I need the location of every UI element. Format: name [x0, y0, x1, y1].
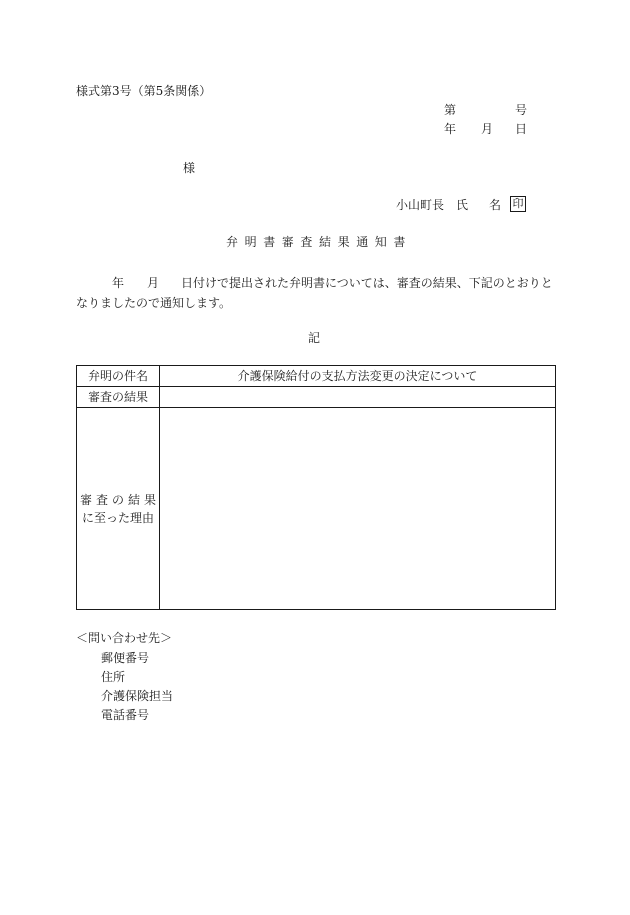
reason-label-line1: 審査の結果: [79, 492, 160, 507]
sender-name-label-2: 名: [489, 198, 502, 212]
body-year: 年: [112, 276, 125, 290]
table-row: [77, 408, 556, 610]
date-year-label: 年: [444, 122, 457, 136]
body-month: 月: [147, 276, 160, 290]
sender-title: 小山町長: [396, 198, 445, 212]
inquiry-phone: 電話番号: [101, 708, 150, 722]
body-text: 日付けで提出された弁明書については、審査の結果、下記のとおりとなりましたので通知します。: [76, 276, 553, 310]
date-day-label: 日: [515, 122, 528, 136]
seal-stamp: 印: [510, 196, 526, 212]
subject-value: 介護保険給付の支払方法変更の決定について: [160, 366, 556, 387]
reason-value: [160, 408, 556, 610]
date-month-label: 月: [481, 122, 494, 136]
inquiry-address: 住所: [101, 670, 126, 684]
document-title: 弁明書審査結果通知書: [226, 235, 413, 249]
result-table: [76, 365, 556, 610]
document-number-prefix: 第: [444, 103, 457, 117]
form-number: 様式第3号（第5条関係）: [76, 84, 212, 98]
review-result-label: 審査の結果: [77, 387, 160, 408]
inquiry-postal-code: 郵便番号: [101, 651, 150, 665]
subject-label: 弁明の件名: [77, 366, 160, 387]
table-row: [77, 366, 556, 387]
inquiry-department: 介護保険担当: [101, 689, 174, 703]
addressee-honorific: 様: [183, 161, 196, 175]
table-row: [77, 387, 556, 408]
review-result-value: [160, 387, 556, 408]
ki-heading: 記: [308, 331, 321, 345]
reason-label-cell: [77, 408, 160, 610]
document-number-suffix: 号: [515, 103, 528, 117]
body-paragraph: [76, 273, 556, 313]
reason-label-line2: に至った理由: [81, 510, 154, 525]
sender-name-label-1: 氏: [456, 198, 469, 212]
inquiry-heading: ＜問い合わせ先＞: [76, 631, 173, 645]
